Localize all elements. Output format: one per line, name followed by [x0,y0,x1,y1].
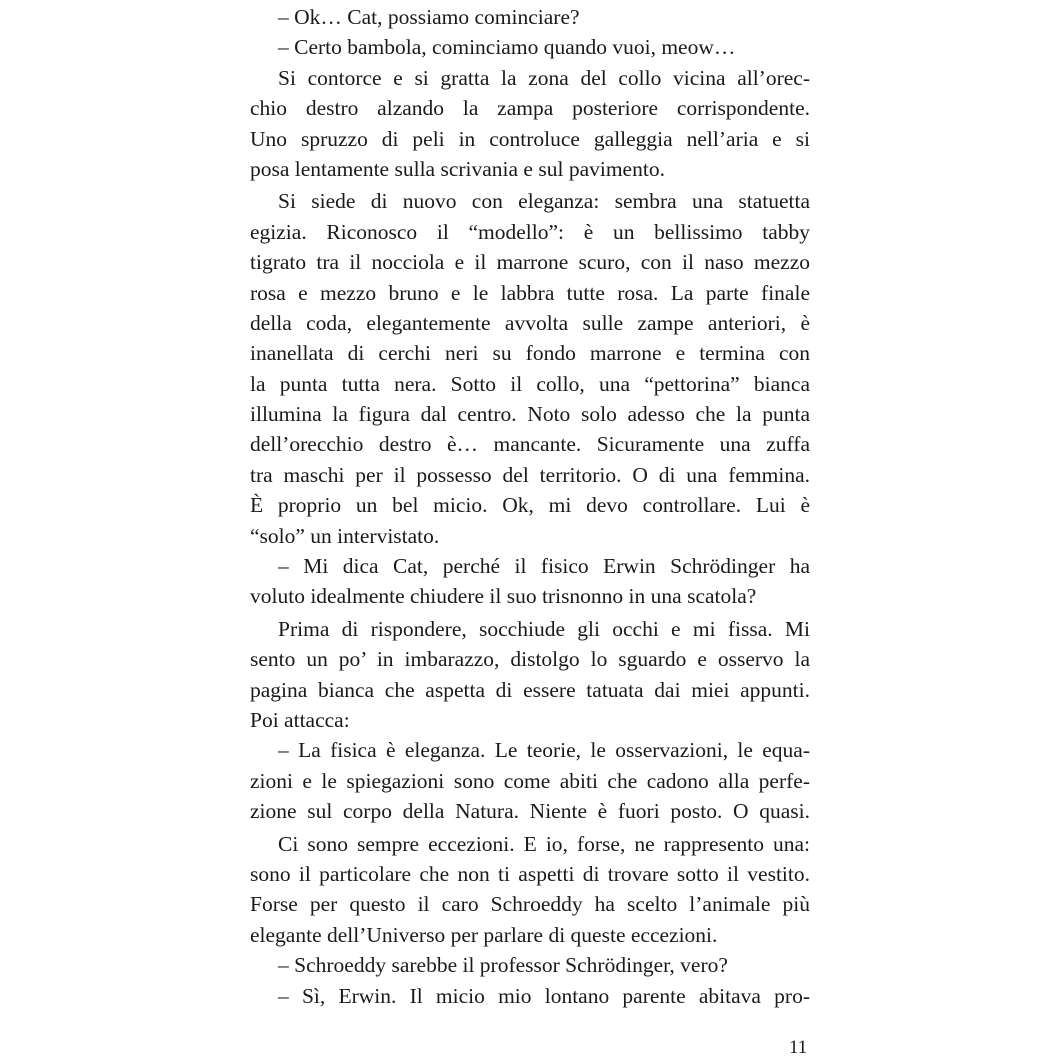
text-line: – Schroeddy sarebbe il professor Schrödinger, vero? [278,953,728,978]
text-line: – Mi dica Cat, perché il fisico Erwin Schrödinger ha [278,554,810,579]
text-line: la punta tutta nera. Sotto il collo, una “pettorina” bianca [250,371,810,396]
text-line: – Certo bambola, cominciamo quando vuoi, meow… [278,35,736,60]
text-line: tigrato tra il nocciola e il marrone scuro, con il naso mezzo [250,250,810,275]
text-line: illumina la figura dal centro. Noto solo adesso che la punta [250,402,810,427]
text-line: zioni e le spiegazioni sono come abiti che cadono alla perfe- [250,768,810,793]
text-line: rosa e mezzo bruno e le labbra tutte rosa. La parte finale [250,280,810,305]
text-line: dell’orecchio destro è… mancante. Sicuramente una zuffa [250,432,810,457]
text-line: Ci sono sempre eccezioni. E io, forse, ne rappresento una: [278,831,810,856]
text-line: “solo” un intervistato. [250,523,440,548]
text-line: elegante dell’Universo per parlare di queste eccezioni. [250,922,718,947]
text-line: Forse per questo il caro Schroeddy ha scelto l’animale più [250,892,810,917]
page-number: 11 [789,1037,808,1058]
text-line: inanellata di cerchi neri su fondo marrone e termina con [250,341,810,366]
text-line: Uno spruzzo di peli in controluce galleggia nell’aria e si [250,126,810,151]
text-line: voluto idealmente chiudere il suo trisnonno in una scatola? [250,584,757,609]
text-line: Prima di rispondere, socchiude gli occhi e mi fissa. Mi [278,616,810,641]
text-line: – La fisica è eleganza. Le teorie, le osservazioni, le equa- [278,738,810,763]
text-line: – Sì, Erwin. Il micio mio lontano parente abitava pro- [278,983,810,1008]
text-line: posa lentamente sulla scrivania e sul pavimento. [250,156,665,181]
text-line: chio destro alzando la zampa posteriore corrispondente. [250,96,810,121]
text-line: tra maschi per il possesso del territorio. O di una femmina. [250,462,810,487]
text-line: della coda, elegantemente avvolta sulle zampe anteriori, è [250,310,810,335]
text-line: sono il particolare che non ti aspetti di trovare sotto il vestito. [250,861,810,886]
text-line: egizia. Riconosco il “modello”: è un bellissimo tabby [250,219,810,244]
text-line: sento un po’ in imbarazzo, distolgo lo sguardo e osservo la [250,647,810,672]
text-line: È proprio un bel micio. Ok, mi devo controllare. Lui è [250,493,810,518]
text-line: – Ok… Cat, possiamo cominciare? [278,5,580,29]
text-line: Poi attacca: [250,707,350,732]
text-line: pagina bianca che aspetta di essere tatuata dai miei appunti. [250,677,810,702]
text-line: Si contorce e si gratta la zona del collo vicina all’orec- [278,65,810,90]
text-line: zione sul corpo della Natura. Niente è fuori posto. O quasi. [250,799,810,824]
body-text [250,2,810,1011]
text-line: Si siede di nuovo con eleganza: sembra una statuetta [278,189,810,214]
